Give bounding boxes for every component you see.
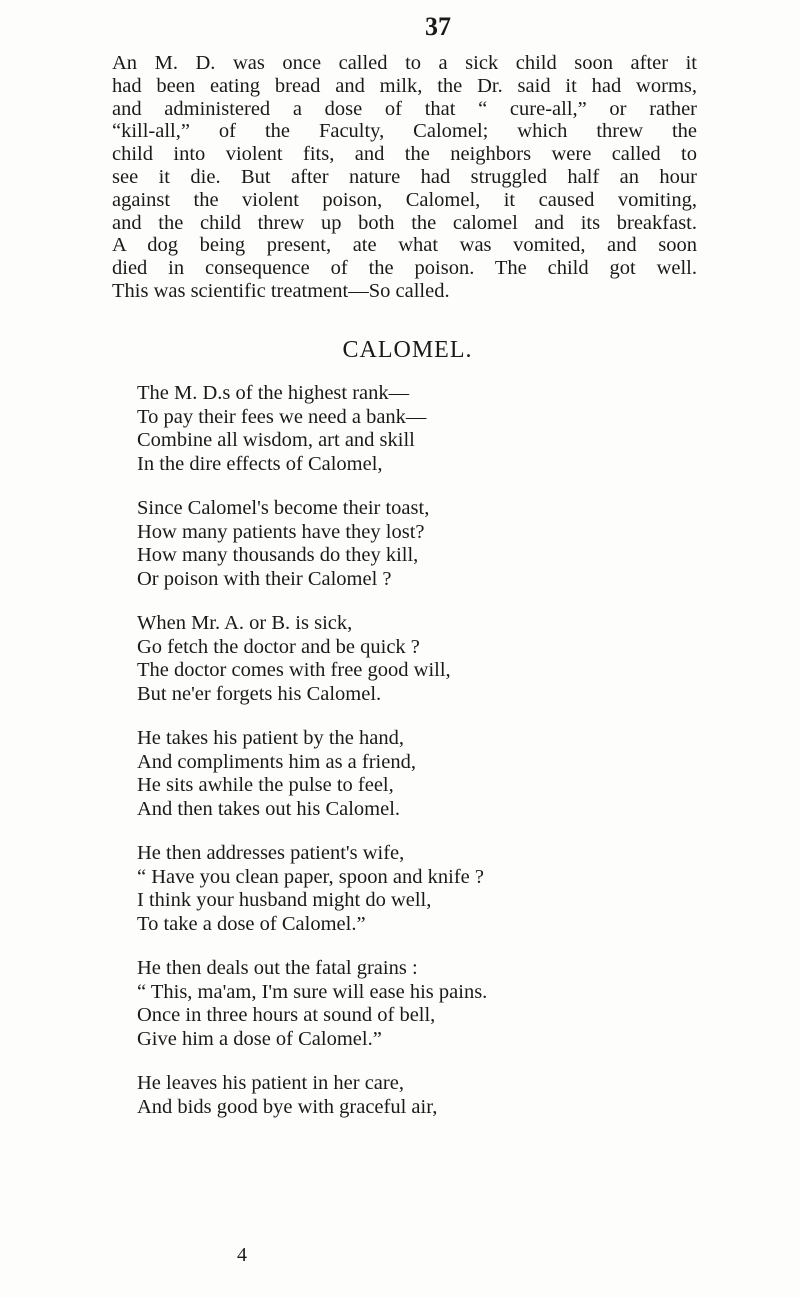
poem-title: CALOMEL. — [342, 337, 473, 363]
stanza — [137, 1072, 697, 1119]
verse-line: Combine all wisdom, art and skill — [137, 429, 415, 451]
verse-line: Once in three hours at sound of bell, — [137, 1004, 436, 1026]
verse-line: I think your husband might do well, — [137, 889, 432, 911]
verse-line: He leaves his patient in her care, — [137, 1072, 404, 1094]
verse-line: How many patients have they lost? — [137, 520, 425, 543]
prose-line: child into violent fits, and the neighbors were called to — [112, 143, 697, 166]
verse-line: Or poison with their Calomel ? — [137, 567, 392, 590]
verse-line: The doctor comes with free good will, — [137, 659, 451, 681]
stanza — [137, 727, 697, 821]
verse-line: He then addresses patient's wife, — [137, 842, 405, 864]
prose-line: against the violent poison, Calomel, it caused vomiting, — [112, 188, 697, 211]
verse-line: And then takes out his Calomel. — [137, 797, 401, 820]
prose-line: and administered a dose of that “ cure-all,” or rather — [112, 97, 697, 120]
poem — [137, 382, 697, 1140]
prose-line: and the child threw up both the calomel and its breakfast. — [112, 211, 697, 234]
verse-line: He sits awhile the pulse to feel, — [137, 774, 394, 796]
prose-line: had been eating bread and milk, the Dr. said it had worms, — [112, 74, 697, 97]
verse-line: Go fetch the doctor and be quick ? — [137, 635, 420, 658]
verse-line: The M. D.s of the highest rank— — [137, 382, 410, 404]
verse-line: He takes his patient by the hand, — [137, 727, 405, 749]
prose-line: “kill-all,” of the Faculty, Calomel; which threw the — [112, 120, 697, 143]
prose-line: An M. D. was once called to a sick child soon after it — [112, 52, 697, 74]
stanza — [137, 497, 697, 591]
stanza — [137, 612, 697, 706]
prose-line: died in consequence of the poison. The child got well. — [112, 257, 697, 280]
prose-line: This was scientific treatment—So called. — [112, 279, 450, 302]
prose-paragraph — [112, 52, 697, 303]
verse-line: And bids good bye with graceful air, — [137, 1095, 438, 1118]
prose-line: A dog being present, ate what was vomited, and soon — [112, 234, 697, 257]
verse-line: But ne'er forgets his Calomel. — [137, 682, 382, 705]
verse-line: How many thousands do they kill, — [137, 544, 419, 566]
stanza — [137, 842, 697, 936]
verse-line: Give him a dose of Calomel.” — [137, 1027, 382, 1050]
stanza — [137, 382, 697, 476]
verse-line: In the dire effects of Calomel, — [137, 452, 383, 475]
verse-line: “ This, ma'am, I'm sure will ease his pains. — [137, 980, 488, 1003]
stanza — [137, 957, 697, 1051]
signature-mark: 4 — [237, 1244, 247, 1266]
verse-line: “ Have you clean paper, spoon and knife ? — [137, 865, 484, 888]
prose-line: see it die. But after nature had struggled half an hour — [112, 165, 697, 188]
verse-line: And compliments him as a friend, — [137, 750, 416, 773]
verse-line: When Mr. A. or B. is sick, — [137, 612, 353, 634]
verse-line: He then deals out the fatal grains : — [137, 957, 418, 979]
verse-line: Since Calomel's become their toast, — [137, 497, 430, 519]
page-number: 37 — [425, 12, 451, 41]
verse-line: To take a dose of Calomel.” — [137, 912, 366, 935]
verse-line: To pay their fees we need a bank— — [137, 405, 427, 428]
